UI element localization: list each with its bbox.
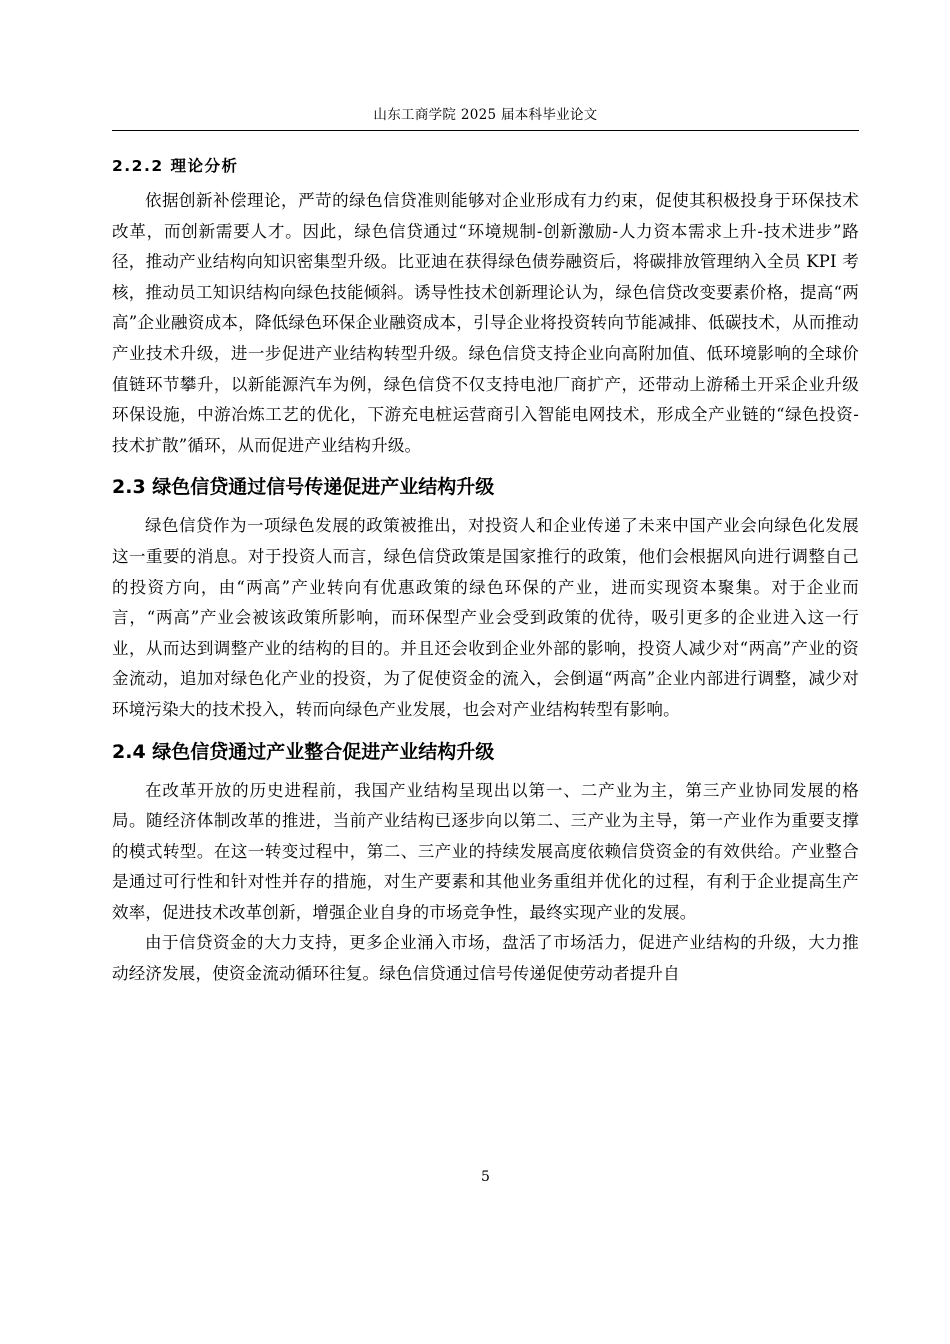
section-heading-2-3: 2.3 绿色信贷通过信号传递促进产业结构升级 — [112, 476, 495, 499]
paragraph: 依据创新补偿理论，严苛的绿色信贷准则能够对企业形成有力约束，促使其积极投身于环保技术改革，而创新需要人才。因此，绿色信贷通过“环境规制-创新激励-人力资本需求上升-技术进步”路径，推动产业结构向知识密集型升级。比亚迪在获得绿色债券融资后，将碳排放管理纳入全员 KPI 考核，推动员工知识结构向绿色技能倾斜。诱导性技术创新理论认为，绿色信贷改变要素价格，提高“两高”企业融资成本，降低绿色环保企业融资成本，引导企业将投资转向节能减排、低碳技术，从而推动产业技术升级，进一步促进产业结构转型升级。绿色信贷支持企业向高附加值、低环境影响的全球价值链环节攀升，以新能源汽车为例，绿色信贷不仅支持电池厂商扩产，还带动上游稀土开采企业升级环保设施，中游冶炼工艺的优化，下游充电桩运营商引入智能电网技术，形成全产业链的“绿色投资-技术扩散”循环，从而促进产业结构升级。 — [112, 191, 859, 455]
header-divider — [112, 130, 859, 131]
paragraph: 在改革开放的历史进程前，我国产业结构呈现出以第一、二产业为主，第三产业协同发展的格局。随经济体制改革的推进，当前产业结构已逐步向以第二、三产业为主导，第一产业作为重要支撑的模式转型。在这一转变过程中，第二、三产业的持续发展高度依赖信贷资金的有效供给。产业整合是通过可行性和针对性并存的措施，对生产要素和其他业务重组并优化的过程，有利于企业提高生产效率，促进技术改革创新，增强企业自身的市场竞争性，最终实现产业的发展。 — [112, 780, 859, 922]
page-header: 山东工商学院 2025 届本科毕业论文 — [373, 107, 598, 123]
page-number: 5 — [481, 1169, 490, 1185]
paragraph: 由于信贷资金的大力支持，更多企业涌入市场，盘活了市场活力，促进产业结构的升级，大力推动经济发展，使资金流动循环往复。绿色信贷通过信号传递促使劳动者提升自 — [112, 933, 859, 984]
paragraph: 绿色信贷作为一项绿色发展的政策被推出，对投资人和企业传递了未来中国产业会向绿色化发展这一重要的消息。对于投资人而言，绿色信贷政策是国家推行的政策，他们会根据风向进行调整自己的投资方向，由“两高”产业转向有优惠政策的绿色环保的产业，进而实现资本聚集。对于企业而言，“两高”产业会被该政策所影响，而环保型产业会受到政策的优待，吸引更多的企业进入这一行业，从而达到调整产业的结构的目的。并且还会收到企业外部的影响，投资人减少对“两高”产业的资金流动，追加对绿色化产业的投资，为了促使资金的流入，会倒逼“两高”企业内部进行调整，减少对环境污染大的技术投入，转而向绿色产业发展，也会对产业结构转型有影响。 — [112, 516, 859, 719]
section-heading-2-2-2: 2.2.2 理论分析 — [112, 157, 239, 175]
section-heading-2-4: 2.4 绿色信贷通过产业整合促进产业结构升级 — [112, 740, 495, 763]
document-body — [112, 150, 859, 990]
